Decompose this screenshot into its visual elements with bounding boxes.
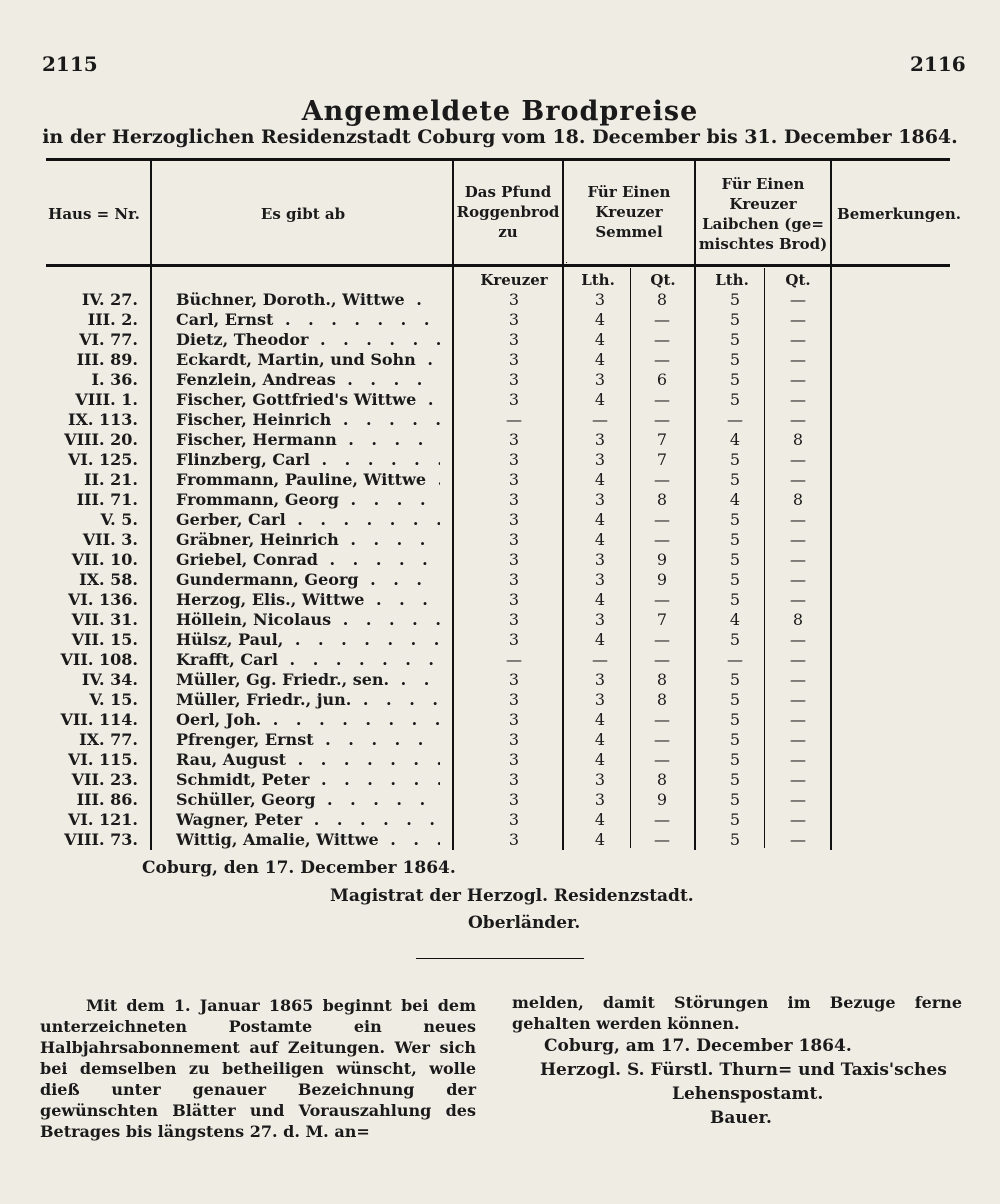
header-laib-line-2: Kreuzer bbox=[729, 195, 797, 213]
table-row bbox=[0, 830, 1000, 850]
row-semmel-loth: 4 bbox=[594, 590, 606, 609]
document-subtitle: in der Herzoglichen Residenzstadt Coburg vom 18. December bis 31. December 1864. bbox=[42, 126, 958, 148]
row-semmel-quent: — bbox=[654, 730, 670, 749]
row-laib-quent: — bbox=[790, 310, 806, 329]
row-house-number: VI. 136. bbox=[67, 590, 138, 609]
row-semmel-loth: 4 bbox=[594, 530, 606, 549]
header-haus-nr: Haus = Nr. bbox=[48, 205, 140, 223]
row-name: Gundermann, Georg . . . bbox=[176, 570, 440, 590]
row-semmel-loth: 3 bbox=[594, 490, 606, 509]
row-house-number: III. 2. bbox=[87, 310, 138, 329]
row-laib-quent: — bbox=[790, 790, 806, 809]
row-laib-quent: — bbox=[790, 470, 806, 489]
row-pfund-kreuzer: 3 bbox=[508, 830, 520, 849]
row-laib-quent: 8 bbox=[792, 610, 804, 629]
row-name: Hülsz, Paul, . . . bbox=[176, 630, 440, 650]
row-pfund-kreuzer: 3 bbox=[508, 670, 520, 689]
row-name: Schüller, Georg . . . bbox=[176, 790, 440, 810]
row-name: Krafft, Carl . . . bbox=[176, 650, 440, 670]
table-row bbox=[0, 810, 1000, 830]
row-laib-loth: 4 bbox=[729, 610, 741, 629]
row-pfund-kreuzer: 3 bbox=[508, 690, 520, 709]
header-pfund bbox=[454, 182, 562, 242]
row-laib-loth: 5 bbox=[729, 390, 741, 409]
row-name: Schmidt, Peter . . . bbox=[176, 770, 440, 790]
row-semmel-quent: 7 bbox=[656, 450, 668, 469]
row-house-number: IV. 34. bbox=[81, 670, 138, 689]
row-laib-quent: — bbox=[790, 810, 806, 829]
row-laib-quent: — bbox=[790, 670, 806, 689]
row-pfund-kreuzer: 3 bbox=[508, 750, 520, 769]
row-laib-loth: 5 bbox=[729, 830, 741, 849]
row-pfund-kreuzer: 3 bbox=[508, 290, 520, 309]
row-house-number: VII. 114. bbox=[60, 710, 138, 729]
row-pfund-kreuzer: 3 bbox=[508, 350, 520, 369]
row-pfund-kreuzer: 3 bbox=[508, 570, 520, 589]
row-semmel-loth: 4 bbox=[594, 730, 606, 749]
row-laib-quent: — bbox=[790, 510, 806, 529]
row-name: Oerl, Joh. . . . bbox=[176, 710, 440, 730]
row-semmel-quent: 8 bbox=[656, 490, 668, 509]
row-house-number: I. 36. bbox=[91, 370, 138, 389]
notice-right-column: melden, damit Störungen im Bezuge ferne gehalten werden können. bbox=[512, 993, 962, 1033]
header-pfund-line-3: zu bbox=[498, 223, 518, 241]
table-row bbox=[0, 330, 1000, 350]
row-name: Müller, Friedr., jun. . . . bbox=[176, 690, 440, 710]
row-laib-quent: — bbox=[790, 710, 806, 729]
row-laib-loth: 5 bbox=[729, 690, 741, 709]
row-semmel-quent: — bbox=[654, 530, 670, 549]
row-laib-loth: 5 bbox=[729, 710, 741, 729]
row-pfund-kreuzer: 3 bbox=[508, 310, 520, 329]
row-pfund-kreuzer: 3 bbox=[508, 630, 520, 649]
row-pfund-kreuzer: 3 bbox=[508, 730, 520, 749]
row-pfund-kreuzer: 3 bbox=[508, 330, 520, 349]
table-top-rule bbox=[46, 158, 950, 161]
row-laib-quent: — bbox=[790, 630, 806, 649]
row-semmel-loth: 4 bbox=[594, 470, 606, 489]
row-semmel-loth: 3 bbox=[594, 690, 606, 709]
row-laib-quent: — bbox=[790, 570, 806, 589]
row-name: Gräbner, Heinrich . . . bbox=[176, 530, 440, 550]
row-house-number: IX. 77. bbox=[79, 730, 138, 749]
row-laib-loth: 5 bbox=[729, 750, 741, 769]
footer-signature: Oberländer. bbox=[468, 913, 581, 933]
row-laib-quent: — bbox=[790, 750, 806, 769]
notice-left-column: Mit dem 1. Januar 1865 beginnt bei dem unterzeichneten Postamte ein neues Halbjahrsabonnement auf Zeitungen. Wer sich bei demselben zu betheiligen wünscht, wolle dieß unter genauer Bezeichnung der gewünschten Blätter und Vorauszahlung des Betrages bis längstens 27. d. M. an= bbox=[40, 996, 476, 1141]
table-row bbox=[0, 530, 1000, 550]
row-name: Müller, Gg. Friedr., sen. . . . bbox=[176, 670, 440, 690]
row-house-number: IX. 58. bbox=[79, 570, 138, 589]
row-laib-quent: — bbox=[790, 550, 806, 569]
row-laib-loth: 5 bbox=[729, 730, 741, 749]
row-laib-loth: 5 bbox=[729, 670, 741, 689]
row-semmel-loth: 3 bbox=[594, 450, 606, 469]
row-house-number: VI. 77. bbox=[79, 330, 138, 349]
row-name: Rau, August . . . bbox=[176, 750, 440, 770]
row-pfund-kreuzer: — bbox=[506, 650, 522, 669]
row-house-number: V. 5. bbox=[100, 510, 138, 529]
row-name: Büchner, Doroth., Wittwe . . . bbox=[176, 290, 440, 310]
row-semmel-quent: 9 bbox=[656, 550, 668, 569]
row-laib-loth: 5 bbox=[729, 770, 741, 789]
unit-laib-loth: Lth. bbox=[715, 271, 749, 289]
row-semmel-quent: — bbox=[654, 330, 670, 349]
row-semmel-loth: 3 bbox=[594, 610, 606, 629]
row-semmel-loth: 3 bbox=[594, 430, 606, 449]
row-semmel-quent: 9 bbox=[656, 790, 668, 809]
row-semmel-quent: 8 bbox=[656, 770, 668, 789]
row-semmel-loth: 3 bbox=[594, 790, 606, 809]
table-row bbox=[0, 670, 1000, 690]
row-house-number: VII. 10. bbox=[71, 550, 138, 569]
row-semmel-quent: — bbox=[654, 350, 670, 369]
row-semmel-loth: 3 bbox=[594, 670, 606, 689]
unit-kreuzer: Kreuzer bbox=[480, 271, 548, 289]
row-house-number: VII. 31. bbox=[71, 610, 138, 629]
table-row bbox=[0, 750, 1000, 770]
row-name: Griebel, Conrad . . . bbox=[176, 550, 440, 570]
notice-date: Coburg, am 17. December 1864. bbox=[544, 1036, 852, 1056]
row-pfund-kreuzer: 3 bbox=[508, 470, 520, 489]
row-name: Carl, Ernst . . . bbox=[176, 310, 440, 330]
row-semmel-quent: 8 bbox=[656, 290, 668, 309]
table-row bbox=[0, 570, 1000, 590]
row-laib-quent: — bbox=[790, 290, 806, 309]
table-row bbox=[0, 610, 1000, 630]
table-row bbox=[0, 350, 1000, 370]
table-row bbox=[0, 590, 1000, 610]
row-laib-loth: — bbox=[727, 650, 743, 669]
row-pfund-kreuzer: 3 bbox=[508, 530, 520, 549]
document-title: Angemeldete Brodpreise bbox=[301, 96, 699, 127]
row-semmel-quent: — bbox=[654, 590, 670, 609]
table-row bbox=[0, 630, 1000, 650]
table-row bbox=[0, 550, 1000, 570]
row-pfund-kreuzer: 3 bbox=[508, 550, 520, 569]
unit-laib-quent: Qt. bbox=[785, 271, 811, 289]
row-laib-loth: 5 bbox=[729, 510, 741, 529]
row-laib-quent: — bbox=[790, 370, 806, 389]
row-semmel-quent: — bbox=[654, 390, 670, 409]
row-pfund-kreuzer: 3 bbox=[508, 490, 520, 509]
row-laib-loth: 5 bbox=[729, 630, 741, 649]
row-pfund-kreuzer: 3 bbox=[508, 710, 520, 729]
row-name: Wittig, Amalie, Wittwe . . . bbox=[176, 830, 440, 850]
table-row bbox=[0, 730, 1000, 750]
header-pfund-line-1: Das Pfund bbox=[464, 183, 552, 201]
row-semmel-loth: 4 bbox=[594, 630, 606, 649]
table-row bbox=[0, 650, 1000, 670]
row-pfund-kreuzer: 3 bbox=[508, 390, 520, 409]
row-semmel-loth: 4 bbox=[594, 830, 606, 849]
table-row bbox=[0, 490, 1000, 510]
row-pfund-kreuzer: 3 bbox=[508, 610, 520, 629]
table-row bbox=[0, 790, 1000, 810]
row-pfund-kreuzer: 3 bbox=[508, 450, 520, 469]
row-laib-quent: — bbox=[790, 730, 806, 749]
header-bemerkungen: Bemerkungen. bbox=[837, 205, 961, 223]
row-name: Flinzberg, Carl . . . bbox=[176, 450, 440, 470]
row-laib-quent: 8 bbox=[792, 490, 804, 509]
row-laib-loth: 5 bbox=[729, 570, 741, 589]
row-laib-quent: — bbox=[790, 830, 806, 849]
table-row bbox=[0, 410, 1000, 430]
row-laib-loth: 5 bbox=[729, 790, 741, 809]
row-semmel-quent: — bbox=[654, 830, 670, 849]
row-semmel-loth: 4 bbox=[594, 310, 606, 329]
header-pfund-line-2: Roggenbrod bbox=[456, 203, 560, 221]
row-house-number: VII. 108. bbox=[60, 650, 138, 669]
row-house-number: VIII. 73. bbox=[64, 830, 138, 849]
row-laib-loth: 4 bbox=[729, 430, 741, 449]
row-semmel-loth: 3 bbox=[594, 570, 606, 589]
row-name: Frommann, Pauline, Wittwe . . . bbox=[176, 470, 440, 490]
footer-authority: Magistrat der Herzogl. Residenzstadt. bbox=[330, 886, 694, 906]
row-house-number: V. 15. bbox=[89, 690, 138, 709]
table-row bbox=[0, 710, 1000, 730]
header-laib-line-1: Für Einen bbox=[721, 175, 805, 193]
row-pfund-kreuzer: 3 bbox=[508, 430, 520, 449]
row-semmel-loth: 4 bbox=[594, 710, 606, 729]
row-semmel-quent: — bbox=[654, 410, 670, 429]
row-name: Fenzlein, Andreas . . . bbox=[176, 370, 440, 390]
row-house-number: VII. 15. bbox=[71, 630, 138, 649]
section-divider bbox=[416, 958, 584, 959]
row-name: Fischer, Gottfried's Wittwe . . . bbox=[176, 390, 440, 410]
row-pfund-kreuzer: 3 bbox=[508, 370, 520, 389]
table-row bbox=[0, 310, 1000, 330]
row-semmel-quent: 6 bbox=[656, 370, 668, 389]
table-row bbox=[0, 510, 1000, 530]
row-semmel-loth: 4 bbox=[594, 350, 606, 369]
row-semmel-quent: — bbox=[654, 310, 670, 329]
row-semmel-quent: — bbox=[654, 810, 670, 829]
row-laib-loth: — bbox=[727, 410, 743, 429]
row-semmel-loth: — bbox=[592, 650, 608, 669]
row-semmel-quent: 8 bbox=[656, 690, 668, 709]
row-house-number: III. 71. bbox=[76, 490, 138, 509]
row-laib-loth: 5 bbox=[729, 350, 741, 369]
row-semmel-loth: — bbox=[592, 410, 608, 429]
table-header-rule bbox=[46, 264, 950, 267]
row-house-number: IX. 113. bbox=[67, 410, 138, 429]
header-semmel bbox=[564, 182, 694, 242]
notice-office-line-2: Lehenspostamt. bbox=[672, 1084, 824, 1104]
row-laib-loth: 5 bbox=[729, 370, 741, 389]
row-laib-quent: — bbox=[790, 410, 806, 429]
page-number-right: 2116 bbox=[910, 52, 966, 76]
row-house-number: VI. 125. bbox=[67, 450, 138, 469]
notice-signature: Bauer. bbox=[710, 1108, 772, 1128]
row-house-number: IV. 27. bbox=[81, 290, 138, 309]
row-name: Frommann, Georg . . . bbox=[176, 490, 440, 510]
row-laib-quent: — bbox=[790, 450, 806, 469]
row-house-number: III. 89. bbox=[76, 350, 138, 369]
row-name: Herzog, Elis., Wittwe . . . bbox=[176, 590, 440, 610]
row-house-number: VIII. 1. bbox=[75, 390, 138, 409]
row-name: Höllein, Nicolaus . . . bbox=[176, 610, 440, 630]
row-semmel-loth: 4 bbox=[594, 390, 606, 409]
table-row bbox=[0, 770, 1000, 790]
row-semmel-quent: 7 bbox=[656, 430, 668, 449]
row-laib-quent: — bbox=[790, 650, 806, 669]
row-laib-loth: 5 bbox=[729, 470, 741, 489]
row-semmel-quent: — bbox=[654, 710, 670, 729]
row-semmel-quent: — bbox=[654, 470, 670, 489]
row-semmel-quent: — bbox=[654, 510, 670, 529]
row-house-number: VII. 23. bbox=[71, 770, 138, 789]
row-name: Wagner, Peter . . . bbox=[176, 810, 440, 830]
row-semmel-loth: 4 bbox=[594, 810, 606, 829]
table-row bbox=[0, 390, 1000, 410]
unit-semmel-loth: Lth. bbox=[581, 271, 615, 289]
row-house-number: VIII. 20. bbox=[64, 430, 138, 449]
row-semmel-loth: 4 bbox=[594, 330, 606, 349]
table-row bbox=[0, 290, 1000, 310]
page-number-left: 2115 bbox=[42, 52, 98, 76]
row-semmel-quent: 9 bbox=[656, 570, 668, 589]
row-semmel-quent: 8 bbox=[656, 670, 668, 689]
table-row bbox=[0, 370, 1000, 390]
row-name: Fischer, Hermann . . . bbox=[176, 430, 440, 450]
header-laibchen bbox=[696, 174, 830, 254]
table-row bbox=[0, 430, 1000, 450]
row-semmel-loth: 3 bbox=[594, 290, 606, 309]
row-laib-quent: — bbox=[790, 390, 806, 409]
row-house-number: III. 86. bbox=[76, 790, 138, 809]
row-name: Eckardt, Martin, und Sohn . . . bbox=[176, 350, 440, 370]
row-house-number: VI. 115. bbox=[67, 750, 138, 769]
table-row bbox=[0, 690, 1000, 710]
semmel-sub-rule bbox=[566, 262, 567, 263]
row-laib-loth: 5 bbox=[729, 590, 741, 609]
row-laib-loth: 4 bbox=[729, 490, 741, 509]
header-laib-line-3: Laibchen (ge= bbox=[702, 215, 824, 233]
row-semmel-loth: 3 bbox=[594, 370, 606, 389]
row-pfund-kreuzer: — bbox=[506, 410, 522, 429]
row-laib-quent: — bbox=[790, 590, 806, 609]
row-laib-quent: — bbox=[790, 690, 806, 709]
row-house-number: VI. 121. bbox=[67, 810, 138, 829]
row-name: Dietz, Theodor . . . bbox=[176, 330, 440, 350]
row-semmel-quent: — bbox=[654, 750, 670, 769]
row-laib-loth: 5 bbox=[729, 810, 741, 829]
row-house-number: VII. 3. bbox=[82, 530, 138, 549]
row-laib-quent: 8 bbox=[792, 430, 804, 449]
row-laib-quent: — bbox=[790, 770, 806, 789]
header-semmel-line-1: Für Einen bbox=[587, 183, 671, 201]
row-pfund-kreuzer: 3 bbox=[508, 790, 520, 809]
unit-semmel-quent: Qt. bbox=[650, 271, 676, 289]
row-laib-loth: 5 bbox=[729, 530, 741, 549]
header-semmel-line-3: Semmel bbox=[595, 223, 663, 241]
row-name: Fischer, Heinrich . . . bbox=[176, 410, 440, 430]
row-pfund-kreuzer: 3 bbox=[508, 510, 520, 529]
row-semmel-quent: — bbox=[654, 630, 670, 649]
footer-date: Coburg, den 17. December 1864. bbox=[142, 858, 456, 878]
row-semmel-loth: 4 bbox=[594, 510, 606, 529]
row-name: Gerber, Carl . . . bbox=[176, 510, 440, 530]
row-semmel-quent: 7 bbox=[656, 610, 668, 629]
row-name: Pfrenger, Ernst . . . bbox=[176, 730, 440, 750]
row-pfund-kreuzer: 3 bbox=[508, 590, 520, 609]
row-laib-loth: 5 bbox=[729, 310, 741, 329]
row-pfund-kreuzer: 3 bbox=[508, 770, 520, 789]
header-laib-line-4: mischtes Brod) bbox=[698, 235, 828, 253]
table-row bbox=[0, 470, 1000, 490]
notice-office-line-1: Herzogl. S. Fürstl. Thurn= und Taxis'sches bbox=[540, 1060, 947, 1080]
row-pfund-kreuzer: 3 bbox=[508, 810, 520, 829]
row-laib-loth: 5 bbox=[729, 450, 741, 469]
header-es-gibt-ab: Es gibt ab bbox=[260, 205, 346, 223]
row-laib-quent: — bbox=[790, 530, 806, 549]
row-laib-loth: 5 bbox=[729, 290, 741, 309]
row-house-number: II. 21. bbox=[84, 470, 138, 489]
row-semmel-loth: 3 bbox=[594, 550, 606, 569]
row-semmel-loth: 3 bbox=[594, 770, 606, 789]
row-laib-quent: — bbox=[790, 350, 806, 369]
row-laib-quent: — bbox=[790, 330, 806, 349]
header-semmel-line-2: Kreuzer bbox=[595, 203, 663, 221]
table-row bbox=[0, 450, 1000, 470]
row-laib-loth: 5 bbox=[729, 330, 741, 349]
row-semmel-quent: — bbox=[654, 650, 670, 669]
row-semmel-loth: 4 bbox=[594, 750, 606, 769]
row-laib-loth: 5 bbox=[729, 550, 741, 569]
